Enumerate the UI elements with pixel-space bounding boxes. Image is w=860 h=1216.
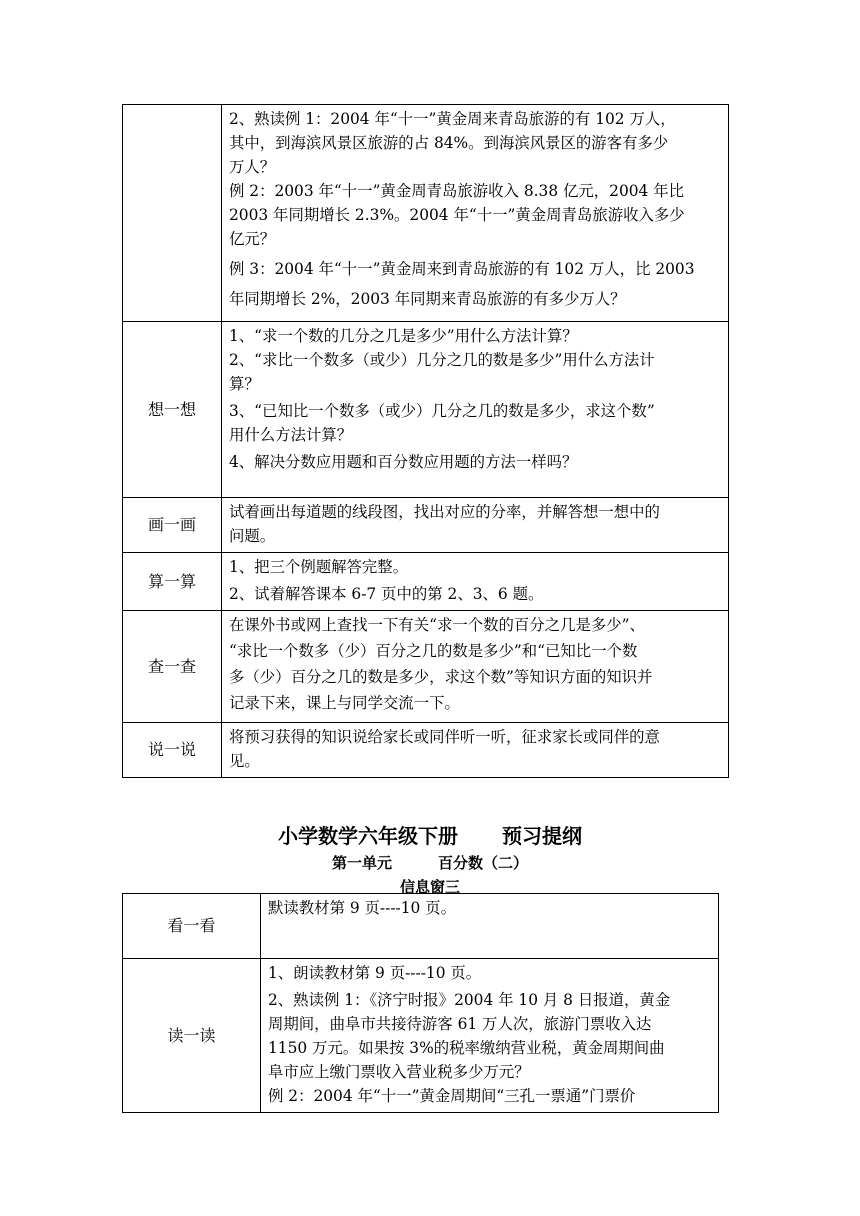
row-label-read: 读一读 (123, 959, 261, 1113)
table-row (123, 723, 729, 778)
row-label (123, 105, 222, 322)
unit-title: 第一单元 百分数（二） (331, 854, 529, 872)
row-content: 1、把三个例题解答完整。 2、试着解答课本 6-7 页中的第 2、3、6 题。 (222, 553, 729, 611)
row-content: 2、熟读例 1：2004 年“十一”黄金周来青岛旅游的有 102 万人， 其中，到海滨风景区旅游的占 84%。到海滨风景区的游客有多少 万人？ 例 2：2003 年“十一”黄金周青岛旅游收入 8.38 亿元，2004 年比 2003 年同期增长 2.3%。2004 年“十一”黄金周青岛旅游收入多少 亿元？ 例 3：2004 年“十一”黄金周来到青岛旅游的有 102 万人，比 2003 年同期增长 2%，2003 年同期来青岛旅游的有多少万人？ (222, 105, 729, 322)
info-window-title: 信息窗三 (399, 878, 460, 896)
row-label-draw: 画一画 (123, 498, 222, 553)
table-row (123, 611, 729, 723)
row-content: 试着画出每道题的线段图，找出对应的分率，并解答想一想中的 问题。 (222, 498, 729, 553)
page-title: 小学数学六年级下册 预习提纲 (278, 824, 582, 848)
row-label-calc: 算一算 (123, 553, 222, 611)
row-label-think: 想一想 (123, 322, 222, 498)
row-content: 在课外书或网上查找一下有关“求一个数的百分之几是多少”、 “求比一个数多（少）百分之几的数是多少”和“已知比一个数 多（少）百分之几的数是多少，求这个数”等知识方面的知识并 记录下来，课上与同学交流一下。 (222, 611, 729, 723)
row-label-look: 看一看 (123, 894, 261, 959)
table-row (123, 498, 729, 553)
row-label-say: 说一说 (123, 723, 222, 778)
table-row (123, 894, 719, 959)
table-row (123, 105, 729, 322)
table-row (123, 553, 729, 611)
row-content: 1、朗读教材第 9 页----10 页。 2、熟读例 1：《济宁时报》2004 年 10 月 8 日报道，黄金 周期间，曲阜市共接待游客 61 万人次，旅游门票收入达 1150 万元。如果按 3%的税率缴纳营业税，黄金周期间曲 阜市应上缴门票收入营业税多少万元？ 例 2：2004 年“十一”黄金周期间“三孔一票通”门票价 (261, 959, 719, 1113)
row-content: 1、“求一个数的几分之几是多少”用什么方法计算？ 2、“求比一个数多（或少）几分之几的数是多少”用什么方法计 算？ 3、“已知比一个数多（或少）几分之几的数是多少，求这个数” 用什么方法计算？ 4、解决分数应用题和百分数应用题的方法一样吗？ (222, 322, 729, 498)
table-row (123, 959, 719, 1113)
preview-table-continued (122, 104, 729, 778)
table-row (123, 322, 729, 498)
row-content: 默读教材第 9 页----10 页。 (261, 894, 719, 959)
row-label-lookup: 查一查 (123, 611, 222, 723)
preview-table (122, 893, 719, 1113)
row-content: 将预习获得的知识说给家长或同伴听一听，征求家长或同伴的意 见。 (222, 723, 729, 778)
